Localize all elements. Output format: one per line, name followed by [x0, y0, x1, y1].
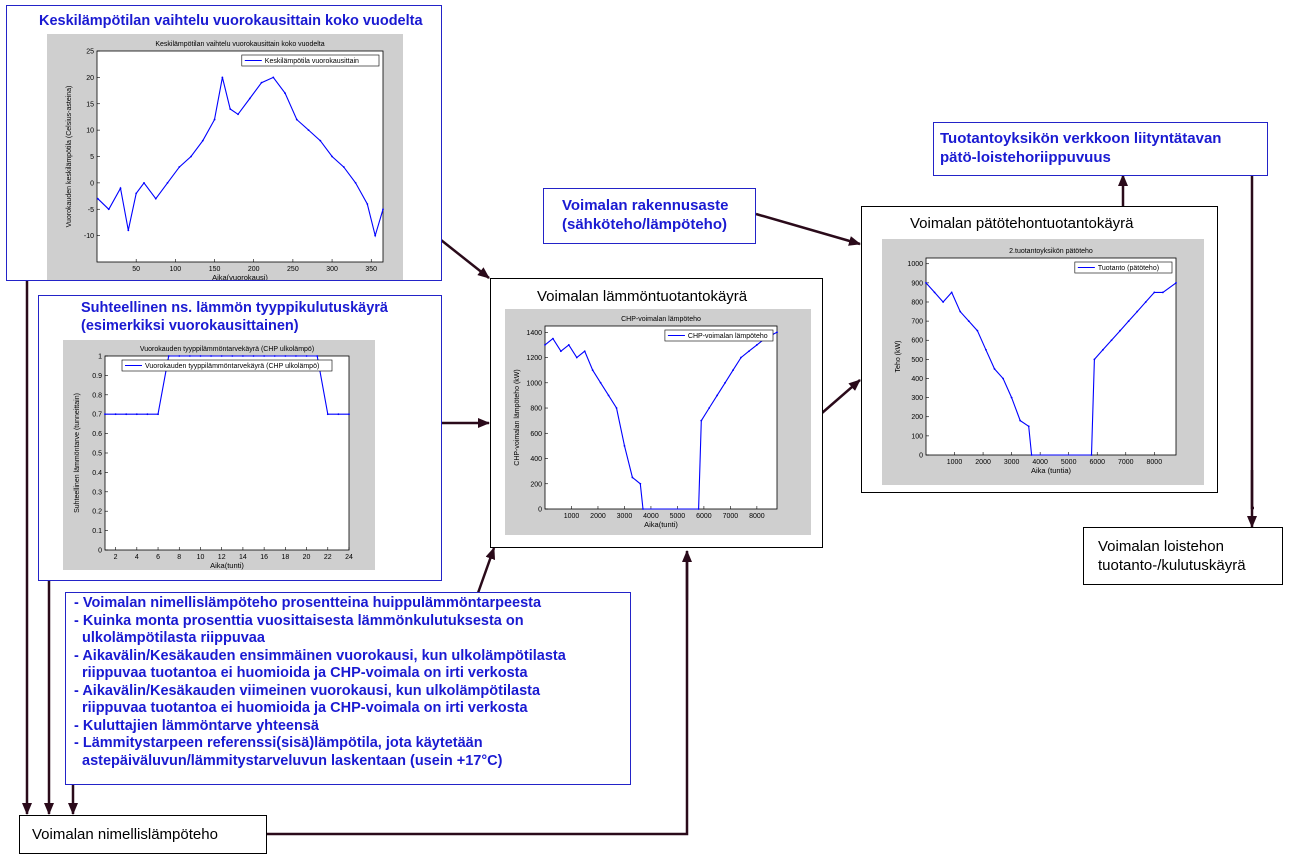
y-tick-label: 0.3 [92, 489, 102, 497]
data-point [1002, 378, 1004, 380]
typical-box-title-2: (esimerkiksi vuorokausittainen) [81, 318, 299, 334]
y-tick-label: 1000 [907, 261, 923, 269]
power-box-title: Voimalan pätötehontuotantokäyrä [910, 215, 1134, 232]
data-point [942, 301, 944, 303]
x-tick-label: 200 [247, 266, 260, 273]
data-point [544, 344, 546, 346]
y-tick-label: 300 [911, 395, 923, 403]
power-chart [882, 239, 1204, 485]
data-point [284, 92, 286, 94]
y-tick-label: 800 [911, 299, 923, 307]
data-point [296, 119, 298, 121]
x-tick-label: 2000 [975, 459, 991, 466]
data-point [698, 508, 700, 510]
data-point [274, 355, 276, 357]
data-point [120, 187, 122, 189]
parameters-list [74, 595, 566, 770]
legend-label: Vuorokauden tyyppilämmöntarvekäyrä (CHP ulkolämpö) [145, 363, 320, 370]
x-tick-label: 4000 [643, 513, 659, 520]
data-point [147, 413, 149, 415]
nominal-heat-box [19, 815, 267, 854]
data-point [127, 229, 129, 231]
typical-box-title-1: Suhteellinen ns. lämmön tyyppikulutuskäyrä [81, 300, 388, 316]
data-point [327, 413, 329, 415]
legend-label: CHP-voimalan lämpöteho [687, 333, 768, 340]
data-point [959, 311, 961, 313]
data-point [700, 420, 702, 422]
data-point [221, 355, 223, 357]
y-tick-label: 0.2 [92, 508, 102, 516]
ratio-line-1: Voimalan rakennusaste [562, 197, 729, 214]
data-point [1031, 454, 1033, 456]
data-point [125, 413, 127, 415]
data-point [295, 355, 297, 357]
arrow-temp-to-heat [441, 240, 489, 278]
data-point [1145, 301, 1147, 303]
data-point [608, 395, 610, 397]
data-point [190, 156, 192, 158]
data-point [348, 413, 350, 415]
data-point [985, 349, 987, 351]
data-point [560, 350, 562, 352]
data-point [97, 198, 99, 200]
temperature-chart-panel [47, 34, 403, 280]
data-point [355, 182, 357, 184]
data-point [1091, 454, 1093, 456]
y-tick-label: 400 [911, 375, 923, 383]
ratio-line-2: (sähköteho/lämpöteho) [562, 216, 728, 233]
data-point [1119, 330, 1121, 332]
data-point [976, 330, 978, 332]
plot-area [545, 326, 777, 509]
x-tick-label: 6000 [696, 513, 712, 520]
chart-title: Vuorokauden tyyppilämmöntarvekäyrä (CHP ulkolämpö) [139, 346, 315, 353]
typical-chart [63, 340, 375, 570]
y-tick-label: 500 [911, 356, 923, 364]
data-point [263, 355, 265, 357]
active-power-box [861, 206, 1218, 493]
y-tick-label: 600 [911, 337, 923, 345]
x-tick-label: 8000 [1146, 459, 1163, 466]
x-axis-label: Aika(tunti) [644, 520, 678, 529]
data-point [178, 166, 180, 168]
x-tick-label: 100 [169, 266, 182, 273]
data-point [616, 407, 618, 409]
data-point [214, 119, 216, 121]
data-point [1153, 292, 1155, 294]
x-tick-label: 4000 [1032, 459, 1048, 466]
x-tick-label: 12 [217, 554, 226, 561]
x-tick-label: 50 [132, 266, 141, 273]
data-point [592, 369, 594, 371]
reactive-line-1: Voimalan loistehon [1098, 538, 1224, 555]
y-tick-label: 0 [538, 506, 542, 514]
x-tick-label: 20 [302, 554, 311, 561]
plot-area [926, 258, 1176, 455]
heat-production-box [490, 278, 823, 548]
y-tick-label: 15 [86, 101, 94, 109]
y-axis-label: Suhteellinen lämmöntarve (tunneittain) [74, 393, 81, 513]
data-point [374, 235, 376, 237]
data-point [231, 355, 233, 357]
data-point [724, 382, 726, 384]
param-line-5: riippuvaa tuotantoa ei huomioida ja CHP-voimala on irti verkosta [82, 665, 528, 681]
construction-ratio-box [543, 188, 756, 244]
x-tick-label: 7000 [722, 513, 739, 520]
data-point [631, 477, 633, 479]
param-line-10: astepäiväluvun/lämmitystarveluvun laskentaan (usein +17°C) [82, 752, 503, 769]
data-point [951, 292, 953, 294]
temperature-box-title: Keskilämpötilan vaihtelu vuorokausittain koko vuodelta [39, 13, 423, 29]
heat-chart [505, 309, 811, 535]
y-tick-label: 200 [911, 414, 923, 422]
data-point [1175, 282, 1177, 284]
heat-chart-panel [505, 309, 811, 535]
data-point [716, 395, 718, 397]
data-point [284, 355, 286, 357]
data-point [1128, 320, 1130, 322]
data-point [1019, 420, 1021, 422]
x-axis-label: Aika(tunti) [210, 561, 244, 570]
data-point [104, 413, 106, 415]
data-point [568, 344, 570, 346]
data-point [155, 198, 157, 200]
y-tick-label: 0 [98, 547, 102, 555]
y-tick-label: 600 [530, 430, 542, 438]
y-tick-label: 25 [86, 48, 94, 56]
y-tick-label: 1200 [526, 355, 542, 363]
data-point [934, 292, 936, 294]
x-tick-label: 350 [365, 266, 378, 273]
data-point [249, 98, 251, 100]
data-point [584, 350, 586, 352]
grid-line-2: pätö-loistehoriippuvuus [940, 149, 1111, 166]
y-tick-label: 400 [530, 456, 542, 464]
y-tick-label: 0 [919, 452, 923, 460]
data-point [202, 140, 204, 142]
data-point [925, 282, 927, 284]
plot-area [97, 51, 383, 262]
temperature-chart [47, 34, 403, 280]
data-point [229, 108, 231, 110]
x-tick-label: 300 [326, 266, 338, 273]
y-tick-label: 0.1 [92, 528, 102, 536]
data-point [178, 355, 180, 357]
arrow-grid-to-reactive [1252, 176, 1254, 508]
y-tick-label: 100 [911, 433, 923, 441]
y-tick-label: 20 [86, 74, 94, 82]
data-point [167, 182, 169, 184]
chart-title: CHP-voimalan lämpöteho [621, 316, 701, 323]
data-point [776, 331, 778, 333]
param-line-8: - Kuluttajien lämmöntarve yhteensä [74, 717, 319, 734]
data-point [272, 76, 274, 78]
data-point [1102, 349, 1104, 351]
param-line-9: - Lämmitystarpeen referenssi(sisä)lämpötila, jota käytetään [74, 735, 483, 751]
data-point [1111, 339, 1113, 341]
x-tick-label: 2000 [590, 513, 606, 520]
data-point [157, 413, 159, 415]
data-point [221, 76, 223, 78]
data-point [108, 208, 110, 210]
data-point [1136, 311, 1138, 313]
x-tick-label: 14 [239, 554, 247, 561]
y-tick-label: 900 [911, 280, 923, 288]
data-point [994, 368, 996, 370]
y-tick-label: 0.9 [92, 372, 102, 380]
param-line-1: - Voimalan nimellislämpöteho prosentteina huippulämmöntarpeesta [74, 595, 542, 611]
typical-consumption-box [38, 295, 442, 581]
x-tick-label: 4 [134, 554, 139, 561]
y-tick-label: 0 [90, 180, 94, 188]
legend-label: Keskilämpötila vuorokausittain [264, 58, 359, 65]
y-tick-label: 1 [98, 353, 102, 361]
param-line-4: - Aikavälin/Kesäkauden ensimmäinen vuorokausi, kun ulkolämpötilasta [74, 647, 566, 664]
data-point [135, 193, 137, 195]
data-point [343, 166, 345, 168]
data-point [552, 338, 554, 340]
y-axis-label: Teho (kW) [895, 340, 902, 373]
y-tick-label: 200 [530, 481, 542, 489]
data-point [319, 140, 321, 142]
data-point [708, 407, 710, 409]
y-tick-label: -10 [83, 233, 94, 241]
grid-line-1: Tuotantoyksikön verkkoon liityntätavan [940, 130, 1222, 147]
data-point [600, 382, 602, 384]
x-tick-label: 1000 [946, 459, 963, 466]
y-tick-label: 0.4 [92, 469, 102, 477]
data-point [331, 156, 333, 158]
param-line-7: riippuvaa tuotantoa ei huomioida ja CHP-voimala on irti verkosta [82, 700, 528, 716]
grid-connection-box [933, 122, 1268, 176]
x-tick-label: 2 [113, 554, 118, 561]
x-tick-label: 150 [208, 266, 221, 273]
param-line-2: - Kuinka monta prosenttia vuosittaisesta lämmönkulutuksesta on [74, 612, 524, 629]
data-point [136, 413, 138, 415]
data-point [1162, 292, 1164, 294]
data-point [308, 129, 310, 131]
arrow-ratio-to-power [756, 214, 860, 244]
data-point [168, 355, 170, 357]
data-point [189, 355, 191, 357]
x-tick-label: 8000 [749, 513, 765, 520]
temperature-box [6, 5, 442, 281]
data-point [382, 208, 384, 210]
x-tick-label: 6 [156, 554, 160, 561]
data-point [316, 355, 318, 357]
param-line-6: - Aikavälin/Kesäkauden viimeinen vuorokausi, kun ulkolämpötilasta [74, 682, 541, 699]
x-axis-label: Aika(vuorokausi) [212, 273, 268, 280]
data-point [210, 355, 212, 357]
power-chart-panel [882, 239, 1204, 485]
y-tick-label: 10 [86, 127, 94, 135]
y-tick-label: 800 [530, 405, 542, 413]
heat-box-title: Voimalan lämmöntuotantokäyrä [537, 288, 748, 305]
y-tick-label: 0.6 [92, 431, 102, 439]
parameters-box [65, 592, 631, 785]
x-tick-label: 18 [281, 554, 290, 561]
nominal-box-title: Voimalan nimellislämpöteho [32, 826, 218, 843]
x-tick-label: 3000 [1003, 459, 1020, 466]
data-point [237, 113, 239, 115]
plot-area [105, 356, 349, 550]
x-tick-label: 10 [196, 554, 205, 561]
y-tick-label: 700 [911, 318, 923, 326]
reactive-line-2: tuotanto-/kulutuskäyrä [1098, 557, 1246, 574]
x-tick-label: 8 [177, 554, 182, 561]
data-point [242, 355, 244, 357]
data-point [115, 413, 117, 415]
typical-chart-panel [63, 340, 375, 570]
y-tick-label: 1000 [526, 380, 542, 388]
data-point [306, 355, 308, 357]
data-point [576, 357, 578, 359]
x-tick-label: 1000 [563, 513, 580, 520]
y-tick-label: 5 [90, 154, 94, 161]
chart-title: Keskilämpötilan vaihtelu vuorokausittain koko vuodelta [155, 41, 325, 48]
x-tick-label: 3000 [616, 513, 633, 520]
data-point [143, 182, 145, 184]
data-point [1028, 425, 1030, 427]
y-axis-label: Vuorokauden keskilämpötila (Celsius-asteina) [66, 85, 73, 228]
data-point [253, 355, 255, 357]
y-tick-label: 0.7 [92, 411, 102, 419]
x-tick-label: 22 [323, 554, 332, 561]
data-point [624, 445, 626, 447]
x-tick-label: 7000 [1117, 459, 1134, 466]
y-tick-label: 0.8 [92, 392, 102, 400]
data-point [1093, 358, 1095, 360]
x-tick-label: 24 [345, 554, 353, 561]
data-point [261, 82, 263, 84]
y-tick-label: 0.5 [92, 450, 102, 458]
data-point [748, 350, 750, 352]
x-tick-label: 16 [260, 554, 269, 561]
chart-title: 2.tuotantoyksikön pätöteho [1009, 248, 1093, 255]
data-point [732, 369, 734, 371]
x-tick-label: 6000 [1089, 459, 1106, 466]
y-tick-label: -5 [87, 206, 94, 214]
x-tick-label: 250 [287, 266, 299, 273]
y-axis-label: CHP-voimalan lämpöteho (kW) [514, 369, 521, 466]
y-tick-label: 1400 [526, 329, 542, 337]
data-point [756, 344, 758, 346]
data-point [200, 355, 202, 357]
x-axis-label: Aika (tuntia) [1030, 466, 1072, 475]
data-point [642, 508, 644, 510]
x-tick-label: 5000 [669, 513, 686, 520]
data-point [740, 357, 742, 359]
param-line-3: ulkolämpötilasta riippuvaa [82, 630, 265, 646]
legend-label: Tuotanto (pätöteho) [1097, 265, 1160, 272]
data-point [968, 320, 970, 322]
data-point [366, 203, 368, 205]
reactive-power-box [1083, 527, 1283, 585]
data-point [337, 413, 339, 415]
data-point [639, 483, 641, 485]
data-point [1011, 397, 1013, 399]
x-tick-label: 5000 [1060, 459, 1077, 466]
arrow-params-to-heat [478, 548, 494, 593]
arrow-heat-to-power [822, 380, 860, 413]
